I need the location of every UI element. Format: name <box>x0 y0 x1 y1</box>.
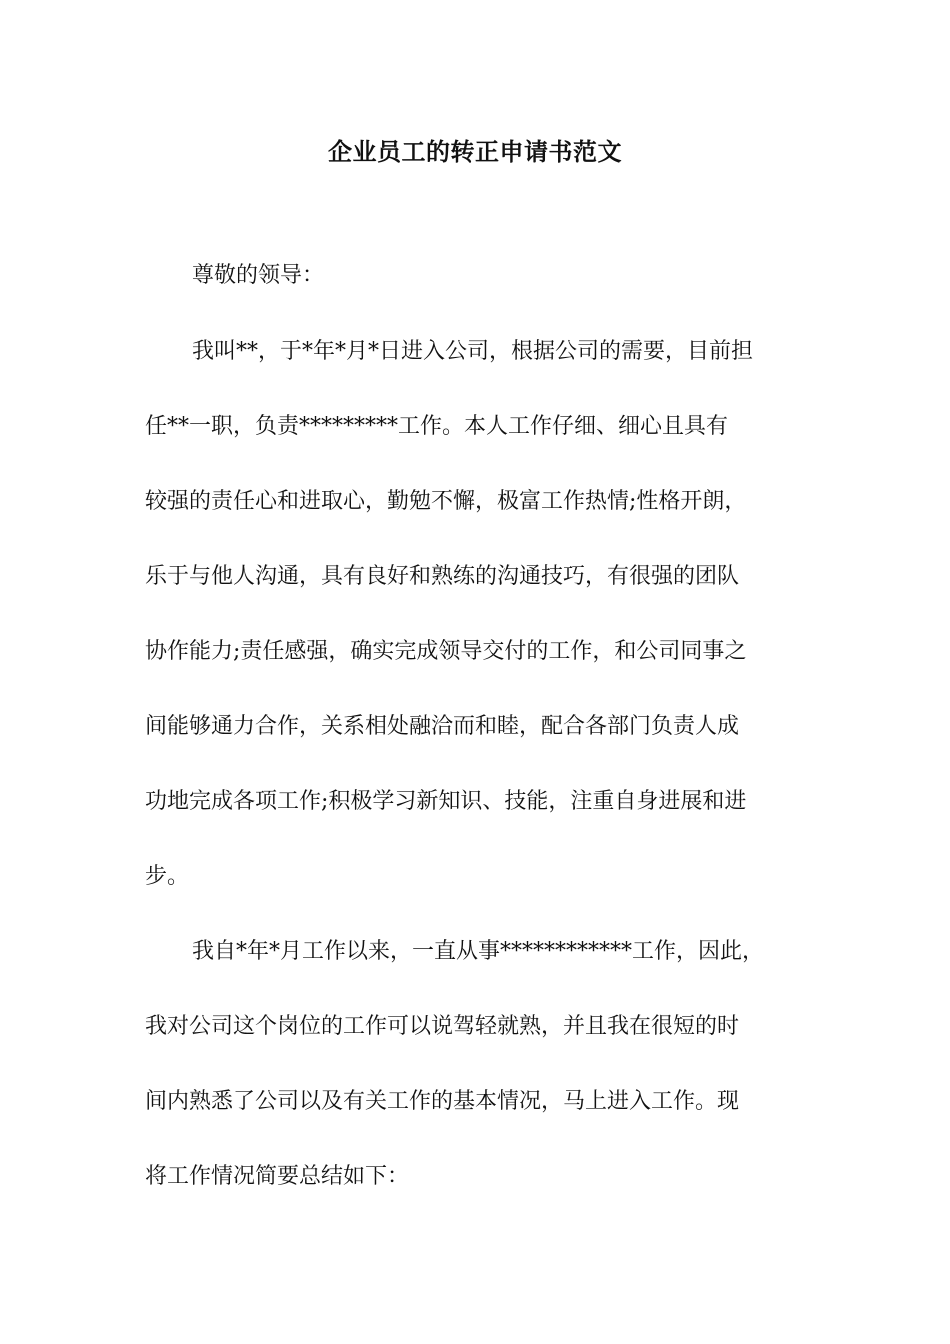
paragraph-1-line-1: 我叫**，于*年*月*日进入公司，根据公司的需要，目前担 <box>192 339 754 364</box>
paragraph-1-line-8: 步。 <box>145 864 190 889</box>
paragraph-2-line-2: 我对公司这个岗位的工作可以说驾轻就熟，并且我在很短的时 <box>145 1014 740 1039</box>
paragraph-1-line-4: 乐于与他人沟通，具有良好和熟练的沟通技巧，有很强的团队 <box>145 564 740 589</box>
paragraph-1-line-7: 功地完成各项工作;积极学习新知识、技能，注重自身进展和进 <box>145 789 747 814</box>
paragraph-2-line-1: 我自*年*月工作以来，一直从事************工作，因此， <box>192 939 765 964</box>
paragraph-1-line-5: 协作能力;责任感强，确实完成领导交付的工作，和公司同事之 <box>145 639 747 664</box>
paragraph-1-line-6: 间能够通力合作，关系相处融洽而和睦，配合各部门负责人成 <box>145 714 740 739</box>
paragraph-2-line-4: 将工作情况简要总结如下： <box>145 1164 410 1189</box>
paragraph-1-line-2: 任**一职，负责*********工作。本人工作仔细、细心且具有 <box>145 414 729 439</box>
greeting: 尊敬的领导： <box>192 263 325 288</box>
paragraph-1-line-3: 较强的责任心和进取心，勤勉不懈，极富工作热情;性格开朗， <box>145 489 747 514</box>
paragraph-2-line-3: 间内熟悉了公司以及有关工作的基本情况，马上进入工作。现 <box>145 1089 740 1114</box>
document-title: 企业员工的转正申请书范文 <box>328 137 622 166</box>
